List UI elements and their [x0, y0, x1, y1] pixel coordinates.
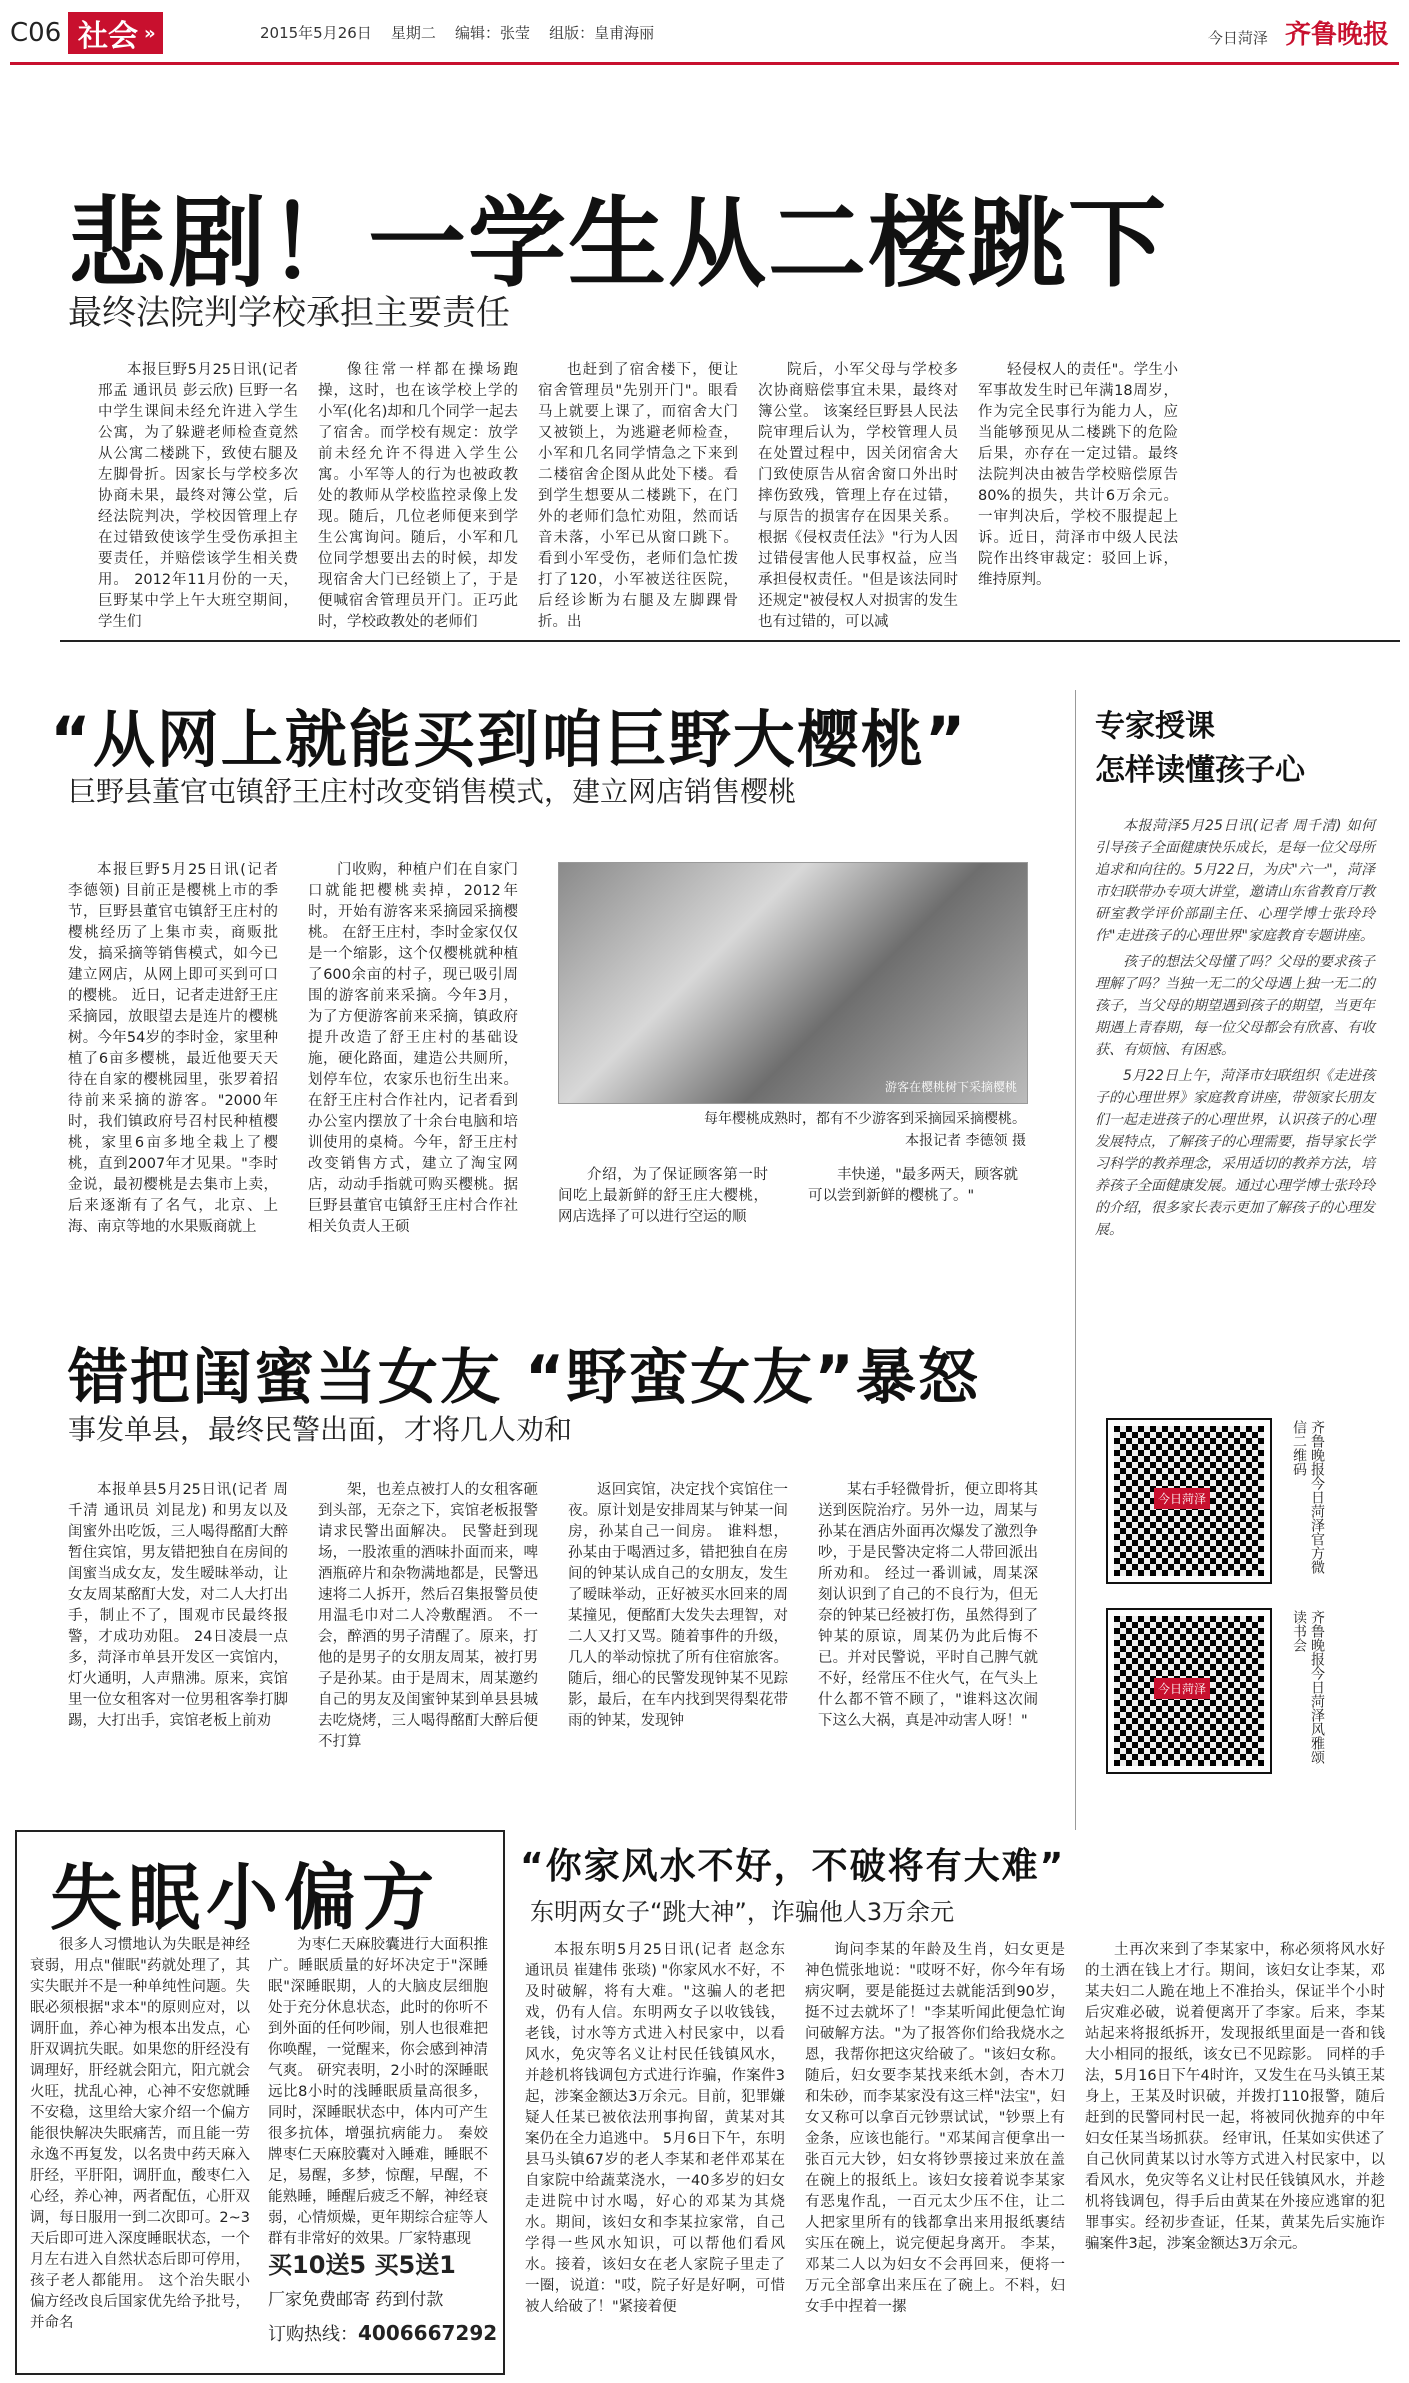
article1-column: 院后，小军父母与学校多次协商赔偿事宜未果，最终对簿公堂。 该案经巨野县人民法院审理后认为，学校管理人员在处置过程中，因关闭宿舍大门致使原告从宿舍窗口外出时摔伤致残，管理上存在过错，与原告的损害存在因果关系。根据《侵权责任法》"行为人因过错侵害他人民事权益，应当承担侵权责任。"但是该法同时还规定"被侵权人对损害的发生也有过错的，可以减: [758, 362, 958, 630]
article2-column: 丰快递，"最多两天，顾客就可以尝到新鲜的樱桃了。": [808, 1167, 1018, 1204]
hotline-label: 订购热线：: [268, 2324, 358, 2345]
section-tab[interactable]: [68, 12, 163, 54]
article2-headline: “从网上就能买到咱巨野大樱桃”: [50, 703, 968, 776]
section-divider: [60, 640, 1400, 642]
article3-column: 本报单县5月25日讯(记者 周千清 通讯员 刘昆龙) 和男友以及闺蜜外出吃饭，三人喝得酩酊大醉暂住宾馆，男友错把独自在房间的闺蜜当成女友，发生暧昧举动，让女友周某酩酊大发，对二人大打出手，制止不了，围观市民最终报警，才成功劝阻。 24日凌晨一点多，菏泽市单县开发区一宾馆内，灯火通明，人声鼎沸。原来，宾馆里一位女租客对一位男租客拳打脚踢，大打出手，宾馆老板上前劝: [68, 1482, 288, 1729]
photo-caption: [558, 1108, 1026, 1152]
article3-subhead: 事发单县，最终民警出面，才将几人劝和: [68, 1413, 573, 1446]
article1-column: 也赶到了宿舍楼下，便让宿舍管理员"先别开门"。眼看马上就要上课了，而宿舍大门又被锁上，为逃避老师检查，小军和几名同学情急之下来到二楼宿舍企图从此处下楼。看到学生想要从二楼跳下，在门外的老师们急忙劝阻，然而话音未落，小军已从窗口跳下。 看到小军受伤，老师们急忙拨打了120，小军被送往医院，后经诊断为右腿及左脚踝骨折。出: [538, 362, 738, 630]
ad-column: 很多人习惯地认为失眠是神经衰弱，用点"催眠"药就处理了，其实失眠并不是一种单纯性问题。失眠必须根据"求本"的原则应对，以调肝血，养心神为根本出发点，心肝双调抗失眠。如果您的肝经没有调理好，肝经就会阳亢，阳亢就会火旺，扰乱心神，心神不安您就睡不安稳，这里给大家介绍一个偏方能很快解决失眠痛苦，而且能一劳永逸不再复发，以名贵中药天麻入肝经，平肝阳，调肝血，酸枣仁入心经，养心神，两者配伍，心肝双调，每日服用一到二次即可。2~3天后即可进入深度睡眠状态，一个月左右进入自然状态后即可停用，孩子老人都能用。 这个治失眠小偏方经改良后国家优先给予批号，并命名: [30, 1937, 250, 2331]
ad-column: 为枣仁天麻胶囊进行大面积推广。睡眠质量的好坏决定于"深睡眠"深睡眠期，人的大脑皮层细胞处于充分休息状态，此时的你听不到外面的任何吵闹，别人也很难把你唤醒，一觉醒来，你会感到神清气爽。 研究表明，2小时的深睡眠远比8小时的浅睡眠质量高很多，同时，深睡眠状态中，体内可产生很多抗体，增强抗病能力。 秦姣牌枣仁天麻胶囊对入睡难，睡眠不足，易醒，多梦，惊醒，早醒，不能熟睡，睡醒后疲乏不解，神经衰弱，心情烦燥，更年期综合症等人群有非常好的效果。厂家特惠现: [268, 1937, 488, 2247]
sidebar-title: 专家授课 怎样读懂孩子心: [1095, 709, 1305, 788]
article4-headline: “你家风水不好，不破将有大难”: [520, 1846, 1066, 1887]
article3-column: 架，也差点被打人的女租客砸到头部，无奈之下，宾馆老板报警请求民警出面解决。 民警赶到现场，一股浓重的酒味扑面而来，啤酒瓶碎片和杂物满地都是，民警迅速将二人拆开，然后召集报警员使用温毛巾对二人冷敷醒酒。 不一会，醉酒的男子清醒了。原来，打他的是男子的女朋友周某，被打男子是孙某。由于是周末，周某邀约自己的男友及闺蜜钟某到单县县城去吃烧烤，三人喝得酩酊大醉后便不打算: [318, 1482, 538, 1750]
header-rule: [10, 62, 1399, 65]
edition-label: 今日菏泽: [1207, 29, 1268, 47]
photo-caption-text: 每年樱桃成熟时，都有不少游客到采摘园采摘樱桃。: [704, 1111, 1026, 1127]
photo-credit: 本报记者 李德领 摄: [905, 1133, 1026, 1149]
article4-column: 询问李某的年龄及生肖，妇女更是神色慌张地说："哎呀不好，你今年有场病灾啊，要是能挺过去就能活到90岁，挺不过去就坏了！"李某听闻此便急忙询问破解方法。"为了报答你们给我烧水之恩，我帮你把这灾给破了。"该妇女称。 随后，妇女要李某找来纸木剑，杏木刀和朱砂，而李某家没有这三样"法宝"，妇女又称可以拿百元钞票试试，"钞票上有金条，应该也能行。"邓某闻言便拿出一张百元大钞，妇女将钞票接过来放在盖在碗上的报纸上。该妇女接着说李某家有恶鬼作乱，一百元太少压不住，让二人把家里所有的钱都拿出来用报纸裹结实压在碗上，说完便起身离开。 李某，邓某二人以为妇女不会再回来，便将一万元全部拿出来压在了碗上。不料，妇女手中捏着一摞: [805, 1942, 1065, 2315]
section-label: 社会: [78, 19, 138, 54]
double-chevron-icon: »: [144, 22, 156, 44]
ad-offer: 买10送5 买5送1: [268, 2251, 456, 2279]
page-number: C06: [10, 18, 62, 48]
ad-title: 失眠小偏方: [50, 1856, 441, 1940]
header-info: [260, 22, 654, 43]
article1-column: 轻侵权人的责任"。学生小军事故发生时已年满18周岁，作为完全民事行为能力人，应当能够预见从二楼跳下的危险后果，亦存在一定过错。最终法院判决由被告学校赔偿原告80%的损失，共计6万余元。 一审判决后，学校不服提起上诉。近日，菏泽市中级人民法院作出终审裁定：驳回上诉，维持原判。: [978, 362, 1178, 588]
article4-subhead: 东明两女子“跳大神”，诈骗他人3万余元: [530, 1898, 955, 1926]
article4-column: 本报东明5月25日讯(记者 赵念东 通讯员 崔建伟 张琰) "你家风水不好，不及时破解，将有大难。"这骗人的老把戏，仍有人信。东明两女子以收钱钱，老钱，讨水等方式进入村民家中，以看风水，免灾等名义让村民任钱镇风水，并趁机将钱调包方式进行诈骗，作案件3起，涉案金额达3万余元。目前，犯罪嫌疑人任某已被依法刑事拘留，黄某对其案仍在全力追逃中。 5月6日下午，东明县马头镇67岁的老人李某和老伴邓某在自家院中给蔬菜浇水，一40多岁的妇女走进院中讨水喝，好心的邓某为其烧水。期间，该妇女和李某拉家常，自己学得一些风水知识，可以帮他们看风水。接着，该妇女在老人家院子里走了一圈，说道："哎，院子好是好啊，可惜被人给破了！"紧接着便: [525, 1942, 785, 2315]
article2-subhead: 巨野县董官屯镇舒王庄村改变销售模式，建立网店销售樱桃: [68, 775, 797, 808]
layout-credit: 组版：皇甫海丽: [549, 24, 655, 42]
article1-column: 像往常一样都在操场跑操，这时，也在该学校上学的小军(化名)却和几个同学一起去了宿舍。而学校有规定：放学前未经允许不得进入学生公寓。小军等人的行为也被政教处的教师从学校监控录像上发现。随后，几位老师便来到学生公寓询问。随后，小军和几位同学想要出去的时候，却发现宿舍大门已经锁上了，于是便喊宿舍管理员开门。正巧此时，学校政教处的老师们: [318, 362, 518, 630]
issue-date: 2015年5月26日: [260, 24, 372, 42]
sidebar-body: 本报菏泽5月25日讯(记者 周千清) 如何引导孩子全面健康快乐成长，是每一位父母所追求和向往的。5月22日，为庆"六一"，菏泽市妇联带办专项大讲堂，邀请山东省教育厅教研室教学评价部副主任、心理学博士张玲玲作"走进孩子的心理世界"家庭教育专题讲座。 孩子的想法父母懂了吗？父母的要求孩子理解了吗？当独一无二的父母遇上独一无二的孩子，当父母的期望遇到孩子的期望，当更年期遇上青春期，每一位父母都会有欣喜、有收获、有烦恼、有困惑。 5月22日上午，菏泽市妇联组织《走进孩子的心理世界》家庭教育讲座，带领家长朋友们一起走进孩子的心理世界，认识孩子的心理发展特点，了解孩子的心理需要，指导家长学习科学的教养理念，采用适切的教养方法，培养孩子全面健康发展。通过心理学博士张玲玲的介绍，很多家长表示更加了解孩子的心理发展。: [1095, 818, 1375, 1238]
article4-column: 土再次来到了李某家中，称必须将风水好的土洒在钱上才行。期间，该妇女让李某，邓某夫妇二人跪在地上不准抬头，保证半个小时后灾难必破，说着便离开了李家。后来，李某站起来将报纸拆开，发现报纸里面是一沓和钱大小相同的报纸，该女已不见踪影。 同样的手法，5月16日下午4时许，又发生在马头镇王某身上，王某及时识破，并拨打110报警，随后赶到的民警同村民一起，将被同伙抛弃的中年妇女任某当场抓获。 经审讯，任某如实供述了自己伙同黄某以讨水等方式进入村民家中，以看风水，免灾等名义让村民任钱镇风水，并趁机将钱调包，得手后由黄某在外接应逃窜的犯罪事实。经初步查证，任某，黄某先后实施诈骗案件3起，涉案金额达3万余元。: [1085, 1942, 1385, 2252]
editor-credit: 编辑：张莹: [454, 24, 530, 42]
brand-name: 齐鲁晚报: [1284, 20, 1389, 50]
article2-column: 介绍，为了保证顾客第一时间吃上最新鲜的舒王庄大樱桃，网店选择了可以进行空运的顺: [558, 1167, 768, 1225]
article1-subhead: 最终法院判学校承担主要责任: [68, 293, 510, 333]
photo-description: 游客在樱桃树下采摘樱桃: [884, 1080, 1017, 1094]
article3-column: 返回宾馆，决定找个宾馆住一夜。原计划是安排周某与钟某一间房，孙某自己一间房。 谁料想，孙某由于喝酒过多，错把独自在房间的钟某认成自己的女朋友，发生了暧昧举动，正好被买水回来的周某撞见，便酩酊大发失去理智，对二人又打又骂。随着事件的升级，几人的举动惊扰了所有住宿旅客。 随后，细心的民警发现钟某不见踪影，最后，在车内找到哭得梨花带雨的钟某，发现钟: [568, 1482, 788, 1729]
article3-column: 某右手轻微骨折，便立即将其送到医院治疗。另外一边，周某与孙某在酒店外面再次爆发了激烈争吵，于是民警决定将二人带回派出所劝和。 经过一番训诫，周某深刻认识到了自己的不良行为，但无奈的钟某已经被打伤，虽然得到了钟某的原谅，周某仍为此后悔不已。并对民警说，平时自己脾气就不好，经常压不住火气，在气头上什么都不管不顾了，"谁料这次闹下这么大祸，真是冲动害人呀！": [818, 1482, 1038, 1729]
reading-club-qr-code[interactable]: 今日菏泽: [1108, 1610, 1270, 1772]
article3-headline: 错把闺蜜当女友 “野蛮女友”暴怒: [68, 1343, 980, 1413]
wechat-qr-code[interactable]: 今日菏泽: [1108, 1420, 1270, 1582]
article1-column: 本报巨野5月25日讯(记者 邢孟 通讯员 彭云欣) 巨野一名中学生课间未经允许进入学生公寓，为了躲避老师检查竟然从公寓二楼跳下，致使右腿及左脚骨折。因家长与学校多次协商未果，最终对簿公堂，后经法院判决，学校因管理上存在过错致使该学生受伤承担主要责任，并赔偿该学生相关费用。 2012年11月份的一天，巨野某中学上午大班空期间，学生们: [98, 362, 298, 630]
qr-label: 齐鲁晚报今日菏泽风雅颂读书会: [1291, 1610, 1325, 1764]
cherry-picking-photo: [558, 862, 1028, 1104]
ad-offer-sub: 厂家免费邮寄 药到付款: [268, 2290, 444, 2310]
article1-headline: 悲剧！一学生从二楼跳下: [68, 187, 1169, 301]
ad-hotline[interactable]: [268, 2320, 497, 2346]
page-header: [0, 0, 1409, 60]
article2-column: 本报巨野5月25日讯(记者 李德领) 目前正是樱桃上市的季节，巨野县董官屯镇舒王庄村的樱桃经历了上集市卖，商贩批发，搞采摘等销售模式，如今已建立网店，从网上即可买到可口的樱桃。 近日，记者走进舒王庄采摘园，放眼望去是连片的樱桃树。今年54岁的李时金，家里种植了6亩多樱桃，最近他要天天待在自家的樱桃园里，张罗着招待前来采摘的游客。"2000年时，我们镇政府号召村民种植樱桃，家里6亩多地全栽上了樱桃，直到2007年才见果。"李时金说，最初樱桃是去集市上卖，后来逐渐有了名气，北京、上海、南京等地的水果贩商就上: [68, 862, 278, 1235]
qr-label: 齐鲁晚报今日菏泽官方微信二维码: [1291, 1420, 1325, 1574]
newspaper-logo: [1208, 14, 1389, 51]
issue-weekday: 星期二: [390, 24, 436, 42]
sidebar-rule: [1075, 690, 1076, 1830]
hotline-number: 4006667292: [358, 2321, 498, 2345]
article2-column: 门收购，种植户们在自家门口就能把樱桃卖掉，2012年时，开始有游客来采摘园采摘樱桃。 在舒王庄村，李时金家仅仅是一个缩影，这个仅樱桃就种植了600余亩的村子，现已吸引周围的游客前来采摘。今年3月，为了方便游客前来采摘，镇政府提升改造了舒王庄村的基础设施，硬化路面，建造公共厕所，划停车位，农家乐也衍生出来。 在舒王庄村合作社内，记者看到办公室内摆放了十余台电脑和培训使用的桌椅。今年，舒王庄村改变销售方式，建立了淘宝网店，动动手指就可购买樱桃。据巨野县董官屯镇舒王庄村合作社相关负责人王硕: [308, 862, 518, 1235]
